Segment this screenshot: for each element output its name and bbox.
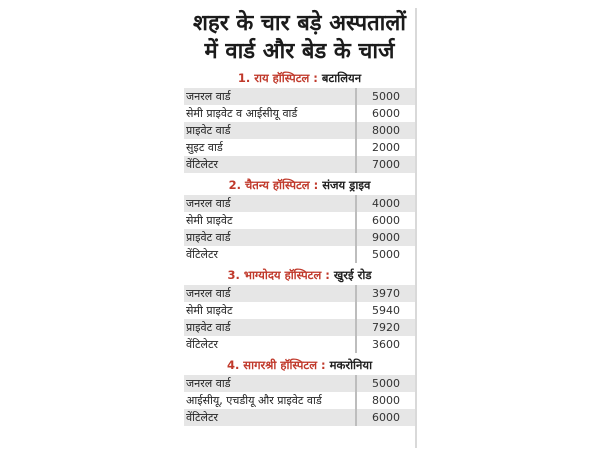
hospital-title: [184, 357, 415, 374]
table-row: [184, 88, 415, 105]
charge-value: 7920: [372, 321, 400, 334]
table-row: [184, 285, 415, 302]
hospital-name: 2. चैतन्य हॉस्पिटल :: [228, 178, 319, 192]
news-graphic: [184, 8, 417, 448]
charge-value: 5000: [372, 90, 400, 103]
table-row: [184, 302, 415, 319]
hospital-section: [184, 267, 415, 353]
hospital-title: [184, 177, 415, 194]
ward-type: जनरल वार्ड: [184, 285, 357, 302]
table-row: [184, 212, 415, 229]
ward-type: सेमी प्राइवेट: [184, 302, 357, 319]
ward-type: जनरल वार्ड: [184, 375, 357, 392]
table-row: [184, 105, 415, 122]
ward-type: वेंटिलेटर: [184, 156, 357, 173]
charges-table: [184, 285, 415, 353]
charge-value: 3600: [372, 338, 400, 351]
charge-value: 8000: [372, 394, 400, 407]
ward-type: आईसीयू, एचडीयू और प्राइवेट वार्ड: [184, 392, 357, 409]
ward-type: वेंटिलेटर: [184, 336, 357, 353]
table-row: [184, 139, 415, 156]
ward-type: प्राइवेट वार्ड: [184, 319, 357, 336]
table-row: [184, 246, 415, 263]
table-row: [184, 375, 415, 392]
hospital-title: [184, 267, 415, 284]
charge-value: 9000: [372, 231, 400, 244]
ward-type: प्राइवेट वार्ड: [184, 229, 357, 246]
charges-table: [184, 195, 415, 263]
charge-value: 6000: [372, 214, 400, 227]
hospital-location: संजय ड्राइव: [322, 178, 371, 192]
charges-table: [184, 375, 415, 426]
ward-type: सुइट वार्ड: [184, 139, 357, 156]
charge-value: 7000: [372, 158, 400, 171]
hospital-name: 4. सागरश्री हॉस्पिटल :: [226, 358, 326, 372]
hospital-title: [184, 70, 415, 87]
ward-type: जनरल वार्ड: [184, 88, 357, 105]
table-row: [184, 319, 415, 336]
charge-value: 6000: [372, 107, 400, 120]
table-row: [184, 156, 415, 173]
charge-value: 5000: [372, 377, 400, 390]
charge-value: 5000: [372, 248, 400, 261]
ward-type: वेंटिलेटर: [184, 246, 357, 263]
hospital-section: [184, 177, 415, 263]
table-row: [184, 122, 415, 139]
ward-type: सेमी प्राइवेट व आईसीयू वार्ड: [184, 105, 357, 122]
table-row: [184, 392, 415, 409]
hospital-name: 3. भाग्योदय हॉस्पिटल :: [227, 268, 330, 282]
charge-value: 4000: [372, 197, 400, 210]
headline-line-1: शहर के चार बड़े अस्पतालों: [193, 11, 406, 36]
charge-value: 5940: [372, 304, 400, 317]
hospital-section: [184, 357, 415, 426]
hospital-location: खुरई रोड: [333, 268, 372, 282]
headline: [184, 8, 415, 66]
hospital-location: बटालियन: [321, 71, 362, 85]
charge-value: 6000: [372, 411, 400, 424]
hospital-location: मकरोनिया: [329, 358, 373, 372]
hospital-sections: [184, 70, 415, 426]
hospital-section: [184, 70, 415, 173]
charge-value: 3970: [372, 287, 400, 300]
table-row: [184, 409, 415, 426]
table-row: [184, 336, 415, 353]
table-row: [184, 229, 415, 246]
charge-value: 8000: [372, 124, 400, 137]
ward-type: वेंटिलेटर: [184, 409, 357, 426]
ward-type: जनरल वार्ड: [184, 195, 357, 212]
charge-value: 2000: [372, 141, 400, 154]
ward-type: प्राइवेट वार्ड: [184, 122, 357, 139]
ward-type: सेमी प्राइवेट: [184, 212, 357, 229]
table-row: [184, 195, 415, 212]
charges-table: [184, 88, 415, 173]
headline-line-2: में वार्ड और बेड के चार्ज: [204, 39, 395, 64]
hospital-name: 1. राय हॉस्पिटल :: [237, 71, 318, 85]
